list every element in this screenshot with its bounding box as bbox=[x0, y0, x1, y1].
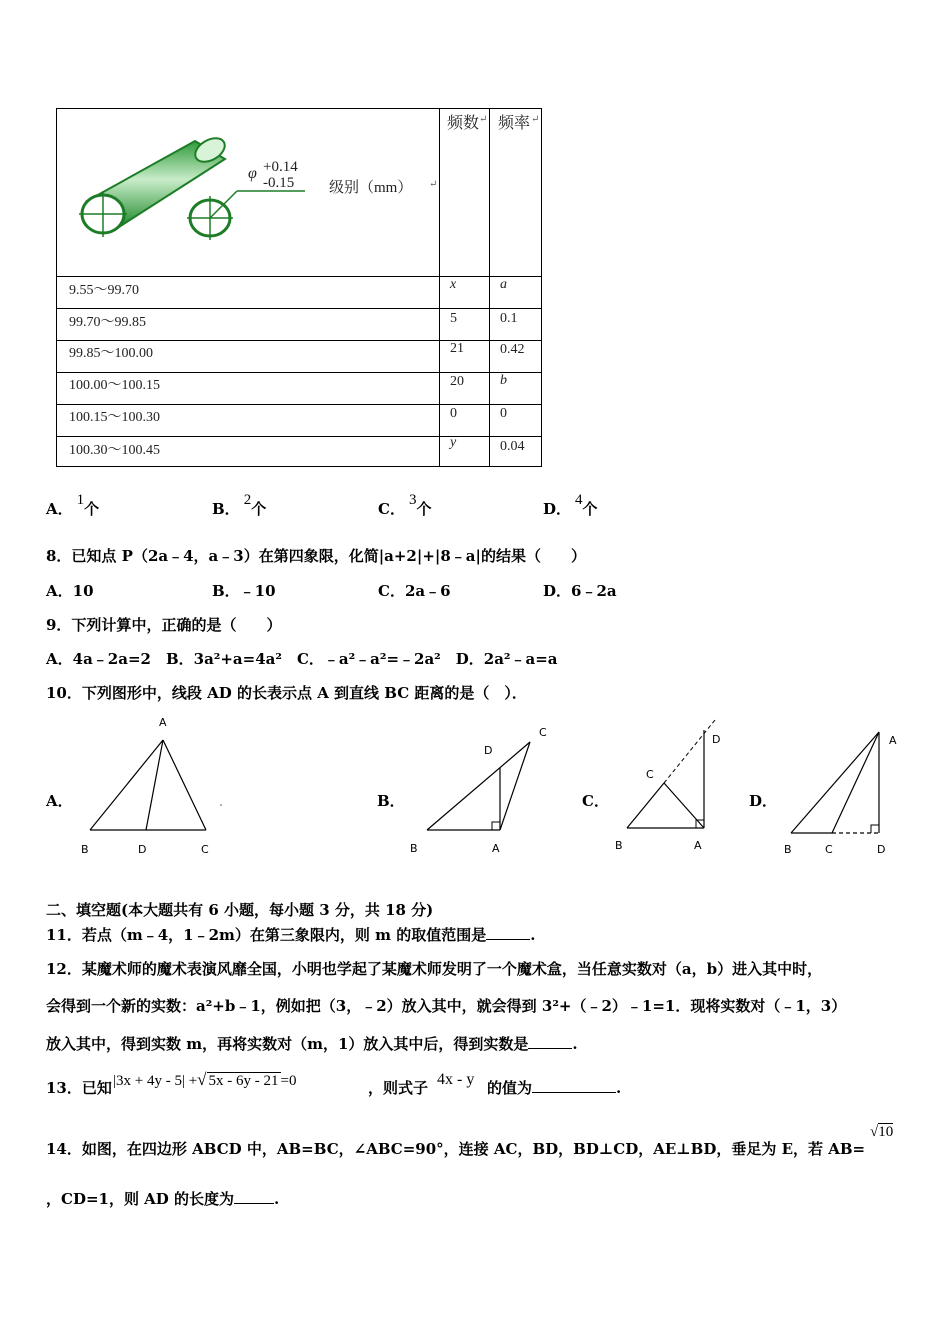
table-row-divider bbox=[57, 372, 541, 373]
header-frequency: 频数 bbox=[447, 115, 480, 132]
option-unit: 个 bbox=[582, 500, 598, 518]
row-freq: 0 bbox=[450, 406, 457, 421]
row-range: 99.85～100.00 bbox=[69, 346, 153, 361]
fig-label: B bbox=[784, 843, 792, 856]
table-row-divider bbox=[57, 308, 541, 309]
fig-label: A bbox=[694, 839, 702, 852]
fig-label: B bbox=[81, 843, 89, 856]
table-row-divider bbox=[57, 340, 541, 341]
option-value: 2 bbox=[243, 492, 252, 508]
figure-d bbox=[780, 722, 910, 862]
tolerance-lower: -0.15 bbox=[263, 175, 295, 191]
fig-label: A bbox=[159, 716, 167, 729]
option-unit: 个 bbox=[251, 500, 267, 518]
q8-option-a[interactable]: A．10 bbox=[46, 582, 94, 600]
figure-b bbox=[400, 722, 560, 862]
figure-a bbox=[70, 712, 230, 862]
return-mark-icon: ↵ bbox=[479, 114, 488, 125]
row-freq: y bbox=[450, 435, 457, 450]
sqrt-icon: √ bbox=[197, 1070, 207, 1089]
row-rate: 0.42 bbox=[500, 342, 525, 357]
option-letter: C． bbox=[378, 500, 405, 518]
q12-line1: 12．某魔术师的魔术表演风靡全国，小明也学起了某魔术师发明了一个魔术盒，当任意实数对（a，b）进入其中时， bbox=[46, 960, 823, 978]
q13-formula bbox=[113, 1070, 296, 1090]
cylinder-illustration bbox=[77, 133, 307, 253]
fig-label: A bbox=[492, 842, 500, 855]
table-col-divider bbox=[489, 109, 490, 466]
q10-option-d[interactable]: D． bbox=[749, 792, 778, 810]
header-rate: 频率 bbox=[498, 115, 531, 132]
table-row-divider bbox=[57, 436, 541, 437]
fig-label: B bbox=[410, 842, 418, 855]
table-col-divider bbox=[439, 109, 440, 466]
return-mark-icon: ↵ bbox=[429, 179, 438, 190]
figure-c bbox=[608, 712, 733, 862]
fig-label: A bbox=[889, 734, 897, 747]
option-letter: D． bbox=[543, 500, 572, 518]
row-range: 9.55～99.70 bbox=[69, 283, 139, 298]
fig-label: C bbox=[539, 726, 547, 739]
row-freq: x bbox=[450, 277, 457, 292]
row-freq: 20 bbox=[450, 374, 464, 389]
phi-symbol: φ bbox=[248, 165, 257, 182]
q11 bbox=[46, 924, 535, 945]
option-unit: 个 bbox=[416, 500, 432, 518]
q10-option-b[interactable]: B． bbox=[377, 792, 405, 810]
return-mark-icon: ↵ bbox=[531, 114, 540, 125]
q12-line2: 会得到一个新的实数：a²+b﹣1，例如把（3，﹣2）放入其中，就会得到 3²+（﹣2）﹣1=1．现将实数对（﹣1，3） bbox=[46, 997, 847, 1015]
q12-line3: 放入其中，得到实数 m，再将实数对（m，1）放入其中后，得到实数是 bbox=[46, 1035, 529, 1053]
end-dot: . bbox=[572, 1035, 578, 1053]
end-dot: . bbox=[530, 926, 536, 944]
q12 bbox=[46, 1033, 578, 1054]
q13-expression: 4x - y bbox=[437, 1071, 475, 1088]
q7-option-c[interactable] bbox=[378, 492, 432, 519]
q14-sqrt bbox=[870, 1124, 893, 1141]
table-row-divider bbox=[57, 404, 541, 405]
answer-blank[interactable] bbox=[528, 1048, 572, 1049]
option-value: 4 bbox=[575, 492, 583, 508]
q11-text: 11．若点（m﹣4，1﹣2m）在第三象限内，则 m 的取值范围是 bbox=[46, 926, 487, 944]
q13-mid: ，则式子 bbox=[368, 1079, 429, 1097]
q8-option-d[interactable]: D．6﹣2a bbox=[543, 582, 617, 600]
option-unit: 个 bbox=[84, 500, 100, 518]
fig-label: D bbox=[138, 843, 147, 856]
q9-options[interactable]: A．4a﹣2a=2 B．3a²+a=4a² C．﹣a²﹣a²=﹣2a² D．2a²﹣a=a bbox=[46, 650, 558, 668]
q9-text: 9．下列计算中，正确的是（ ） bbox=[46, 616, 282, 634]
q8-text: 8．已知点 P（2a﹣4，a﹣3）在第四象限，化简|a+2|+|8﹣a|的结果（ ） bbox=[46, 547, 586, 565]
abs-expression: |3x + 4y - 5| + bbox=[113, 1073, 198, 1089]
q10-text: 10．下列图形中，线段 AD 的长表示点 A 到直线 BC 距离的是（ ）． bbox=[46, 684, 527, 702]
fig-label: C bbox=[646, 768, 654, 781]
sqrt-argument: 10 bbox=[878, 1124, 894, 1140]
answer-blank[interactable] bbox=[532, 1092, 616, 1093]
equals-zero: =0 bbox=[280, 1073, 297, 1089]
q14-line2-wrap bbox=[46, 1188, 279, 1209]
q14-line2: ，CD=1，则 AD 的长度为 bbox=[46, 1190, 235, 1208]
q7-option-b[interactable] bbox=[212, 492, 267, 519]
table-row-divider bbox=[57, 276, 541, 277]
q7-option-d[interactable] bbox=[543, 492, 598, 519]
row-freq: 5 bbox=[450, 311, 457, 326]
row-rate: a bbox=[500, 277, 507, 292]
q13-suffix: 的值为 bbox=[487, 1079, 533, 1097]
answer-blank[interactable] bbox=[486, 939, 530, 940]
q10-option-c[interactable]: C． bbox=[582, 792, 609, 810]
row-range: 100.30～100.45 bbox=[69, 443, 160, 458]
q14-line1: 14．如图，在四边形 ABCD 中，AB=BC，∠ABC=90°，连接 AC，BD，BD⊥CD，AE⊥BD，垂足为 E，若 AB= bbox=[46, 1140, 866, 1158]
row-rate: 0.04 bbox=[500, 439, 525, 454]
row-freq: 21 bbox=[450, 341, 464, 356]
fig-label: D bbox=[712, 733, 721, 746]
option-value: 1 bbox=[76, 492, 85, 508]
q8-option-b[interactable]: B．﹣10 bbox=[212, 582, 276, 600]
row-range: 100.15～100.30 bbox=[69, 410, 160, 425]
fig-label: C bbox=[825, 843, 833, 856]
row-range: 100.00～100.15 bbox=[69, 378, 160, 393]
option-letter: A． bbox=[46, 500, 73, 518]
fig-label: B bbox=[615, 839, 623, 852]
fig-label: D bbox=[877, 843, 886, 856]
row-range: 99.70～99.85 bbox=[69, 315, 146, 330]
q13-prefix: 13．已知 bbox=[46, 1079, 112, 1097]
frequency-table bbox=[56, 108, 542, 467]
q7-option-a[interactable] bbox=[46, 492, 100, 519]
row-rate: b bbox=[500, 373, 507, 388]
answer-blank[interactable] bbox=[234, 1203, 274, 1204]
end-dot: . bbox=[274, 1190, 280, 1208]
q13 bbox=[487, 1077, 621, 1098]
row-rate: 0 bbox=[500, 406, 507, 421]
section-heading: 二、填空题(本大题共有 6 小题，每小题 3 分，共 18 分) bbox=[46, 901, 434, 919]
end-dot: . bbox=[616, 1079, 622, 1097]
fig-label: C bbox=[201, 843, 209, 856]
fig-label: D bbox=[484, 744, 493, 757]
option-value: 3 bbox=[408, 492, 417, 508]
sqrt-argument: 5x - 6y - 21 bbox=[208, 1073, 279, 1089]
option-letter: B． bbox=[212, 500, 240, 518]
tolerance-upper: +0.14 bbox=[263, 159, 298, 175]
q10-option-a[interactable]: A． bbox=[46, 792, 73, 810]
row-rate: 0.1 bbox=[500, 311, 518, 326]
grade-label: 级别（mm） bbox=[329, 180, 413, 196]
q8-option-c[interactable]: C．2a﹣6 bbox=[378, 582, 451, 600]
sqrt-icon: √ bbox=[870, 1124, 879, 1140]
